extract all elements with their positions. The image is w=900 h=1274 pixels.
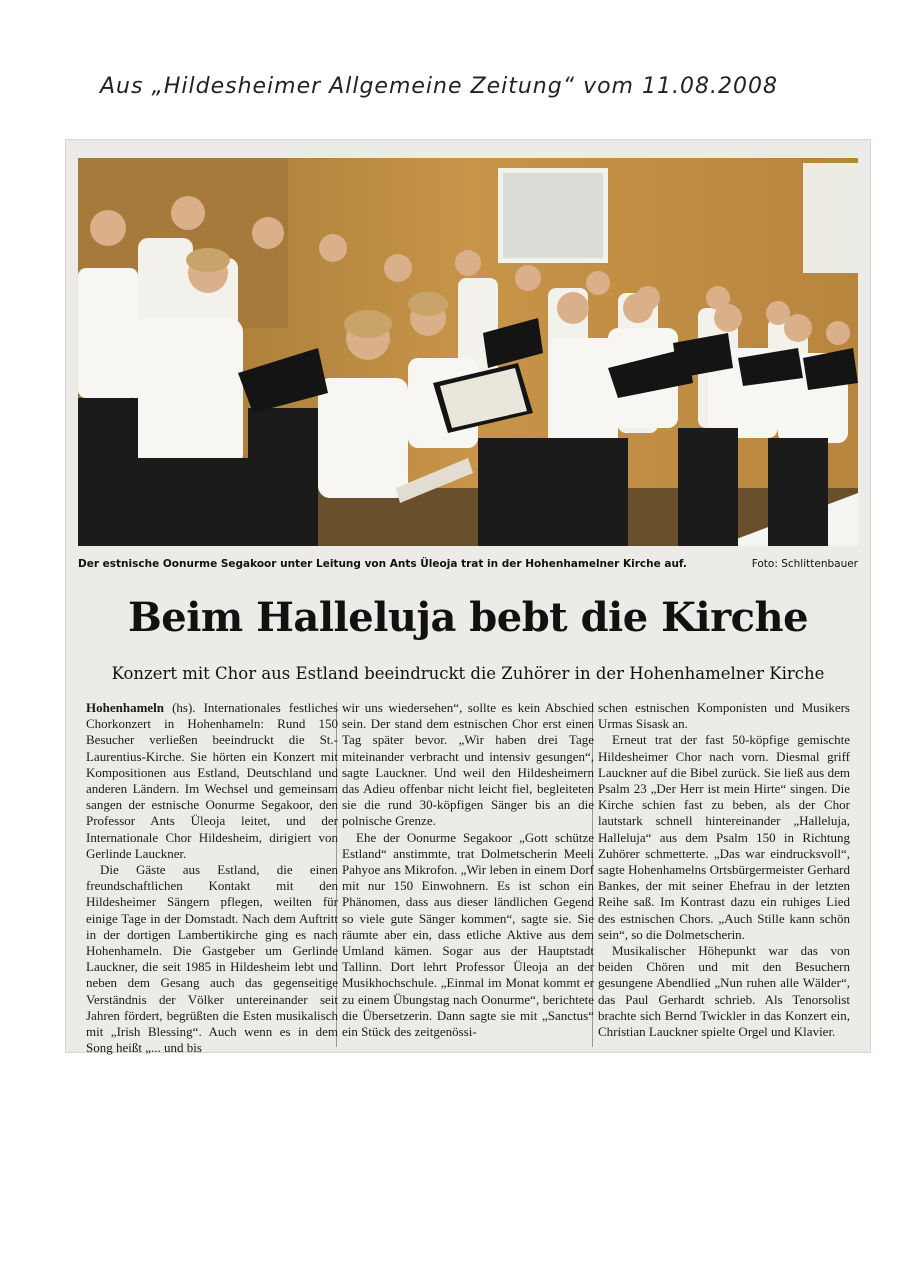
article-column-1 — [86, 700, 338, 1056]
article-subheadline: Konzert mit Chor aus Estland beeindruckt die Zuhörer in der Hohenhamelner Kirche — [111, 664, 825, 683]
article-column-2 — [342, 700, 594, 1050]
choir-photo — [78, 158, 858, 546]
paragraph: Erneut trat der fast 50-köpfige gemischte Hildesheimer Chor nach vorn. Diesmal griff Lauckner auf die Bibel zurück. Sie ließ aus dem Psalm 23 „Der Herr ist mein Hirte“ singen. Die Kirche schien fast zu beben, als der Chor lautstark schnell hintereinander „Halleluja, Halleluja“ aus dem Psalm 150 in Richtung Zuhörer schmetterte. „Das war eindrucksvoll“, sagte Hohenhamelns Ortsbürgermeister Gerhard Bankes, der mit seiner Ehefrau in der letzten Reihe saß. Im Kontrast dazu ein ruhiges Lied des estnischen Chors. „Auch Stille kann schön sein“, so die Dolmetscherin. — [598, 732, 850, 942]
paragraph: Die Gäste aus Estland, die einen freundschaftlichen Kontakt mit den Hildesheimer Sängern pflegen, weilten für einige Tage in der Domstadt. Nach dem Auftritt in der dortigen Lambertikirche ging es nach Hohenhameln. Die Gastgeber um Gerlinde Lauckner, die seit 1985 in Hildesheim lebt und neben dem Gesang auch das gegenseitige Verständnis der Völker untereinander seit Jahren fördert, begrüßten die Esten musikalisch mit „Irish Blessing“. Auch wenn es in dem Song heißt „... und bis — [86, 862, 338, 1056]
paragraph: wir uns wiedersehen“, sollte es kein Abschied sein. Der stand dem estnischen Chor erst einen Tag später bevor. „Wir haben drei Tage miteinander verbracht und intensiv gesungen“, sagte Lauckner. Und weil den Hildesheimern das Adieu offenbar nicht leicht fiel, begleiteten sie die rund 30-köpfigen Sänger bis an die polnische Grenze. — [342, 700, 594, 829]
article-headline: Beim Halleluja bebt die Kirche — [127, 594, 809, 641]
photo-caption — [78, 558, 858, 574]
photo-credit: Foto: Schlittenbauer — [751, 558, 858, 570]
paragraph: schen estnischen Komponisten und Musikers Urmas Sisask an. — [598, 700, 850, 732]
paragraph: Musikalischer Höhepunkt war das von beiden Chören und mit den Besuchern gesungene Abendlied „Nun ruhen alle Wälder“, das Paul Gerhardt schrieb. Als Tenorsolist brachte sich Bernd Twickler in das Konzert ein, Christian Lauckner spielte Orgel und Klavier. — [598, 943, 850, 1040]
newspaper-clipping — [66, 140, 870, 1056]
handwritten-source-note: Aus „Hildesheimer Allgemeine Zeitung“ vom 11.08.2008 — [100, 74, 778, 99]
dateline: Hohenhameln — [86, 700, 165, 715]
caption-text: Der estnische Oonurme Segakoor unter Leitung von Ants Üleoja trat in der Hohenhamelner Kirche auf. — [78, 558, 687, 570]
paragraph-text: (hs). Internationales festliches Chorkonzert in Hohenhameln: Rund 150 Besucher verließen beeindruckt die St.-Laurentius-Kirche. Sie hörten ein Konzert mit Kompositionen aus Estland, Deutschland und anderen Ländern. Im Wechsel und gemeinsam sangen der estnische Oonurme Segakoor, den Professor Ants Üleoja leitet, und der Internationale Chor Hildesheim, dirigiert von Gerlinde Lauckner. — [86, 700, 338, 861]
paragraph: Ehe der Oonurme Segakoor „Gott schütze Estland“ anstimmte, trat Dolmetscherin Meeli Pahyoe ans Mikrofon. „Wir leben in einem Dorf mit nur 150 Einwohnern. Es ist schon ein Phänomen, dass aus dieser ländlichen Gegend so viele gute Sänger kommen“, sagte sie. Sie räumte aber ein, dass etliche Aktive aus dem Umland kämen. Sogar aus der Hauptstadt Tallinn. Dort lehrt Professor Üleoja an der Musikhochschule. „Einmal im Monat kommt er zu einem Übungstag nach Oonurme“, berichtete die Übersetzerin. Dann sagte sie mit „Sanctus“ ein Stück des zeitgenössi- — [342, 829, 594, 1040]
paragraph — [86, 700, 338, 862]
article-column-3 — [598, 700, 850, 1050]
